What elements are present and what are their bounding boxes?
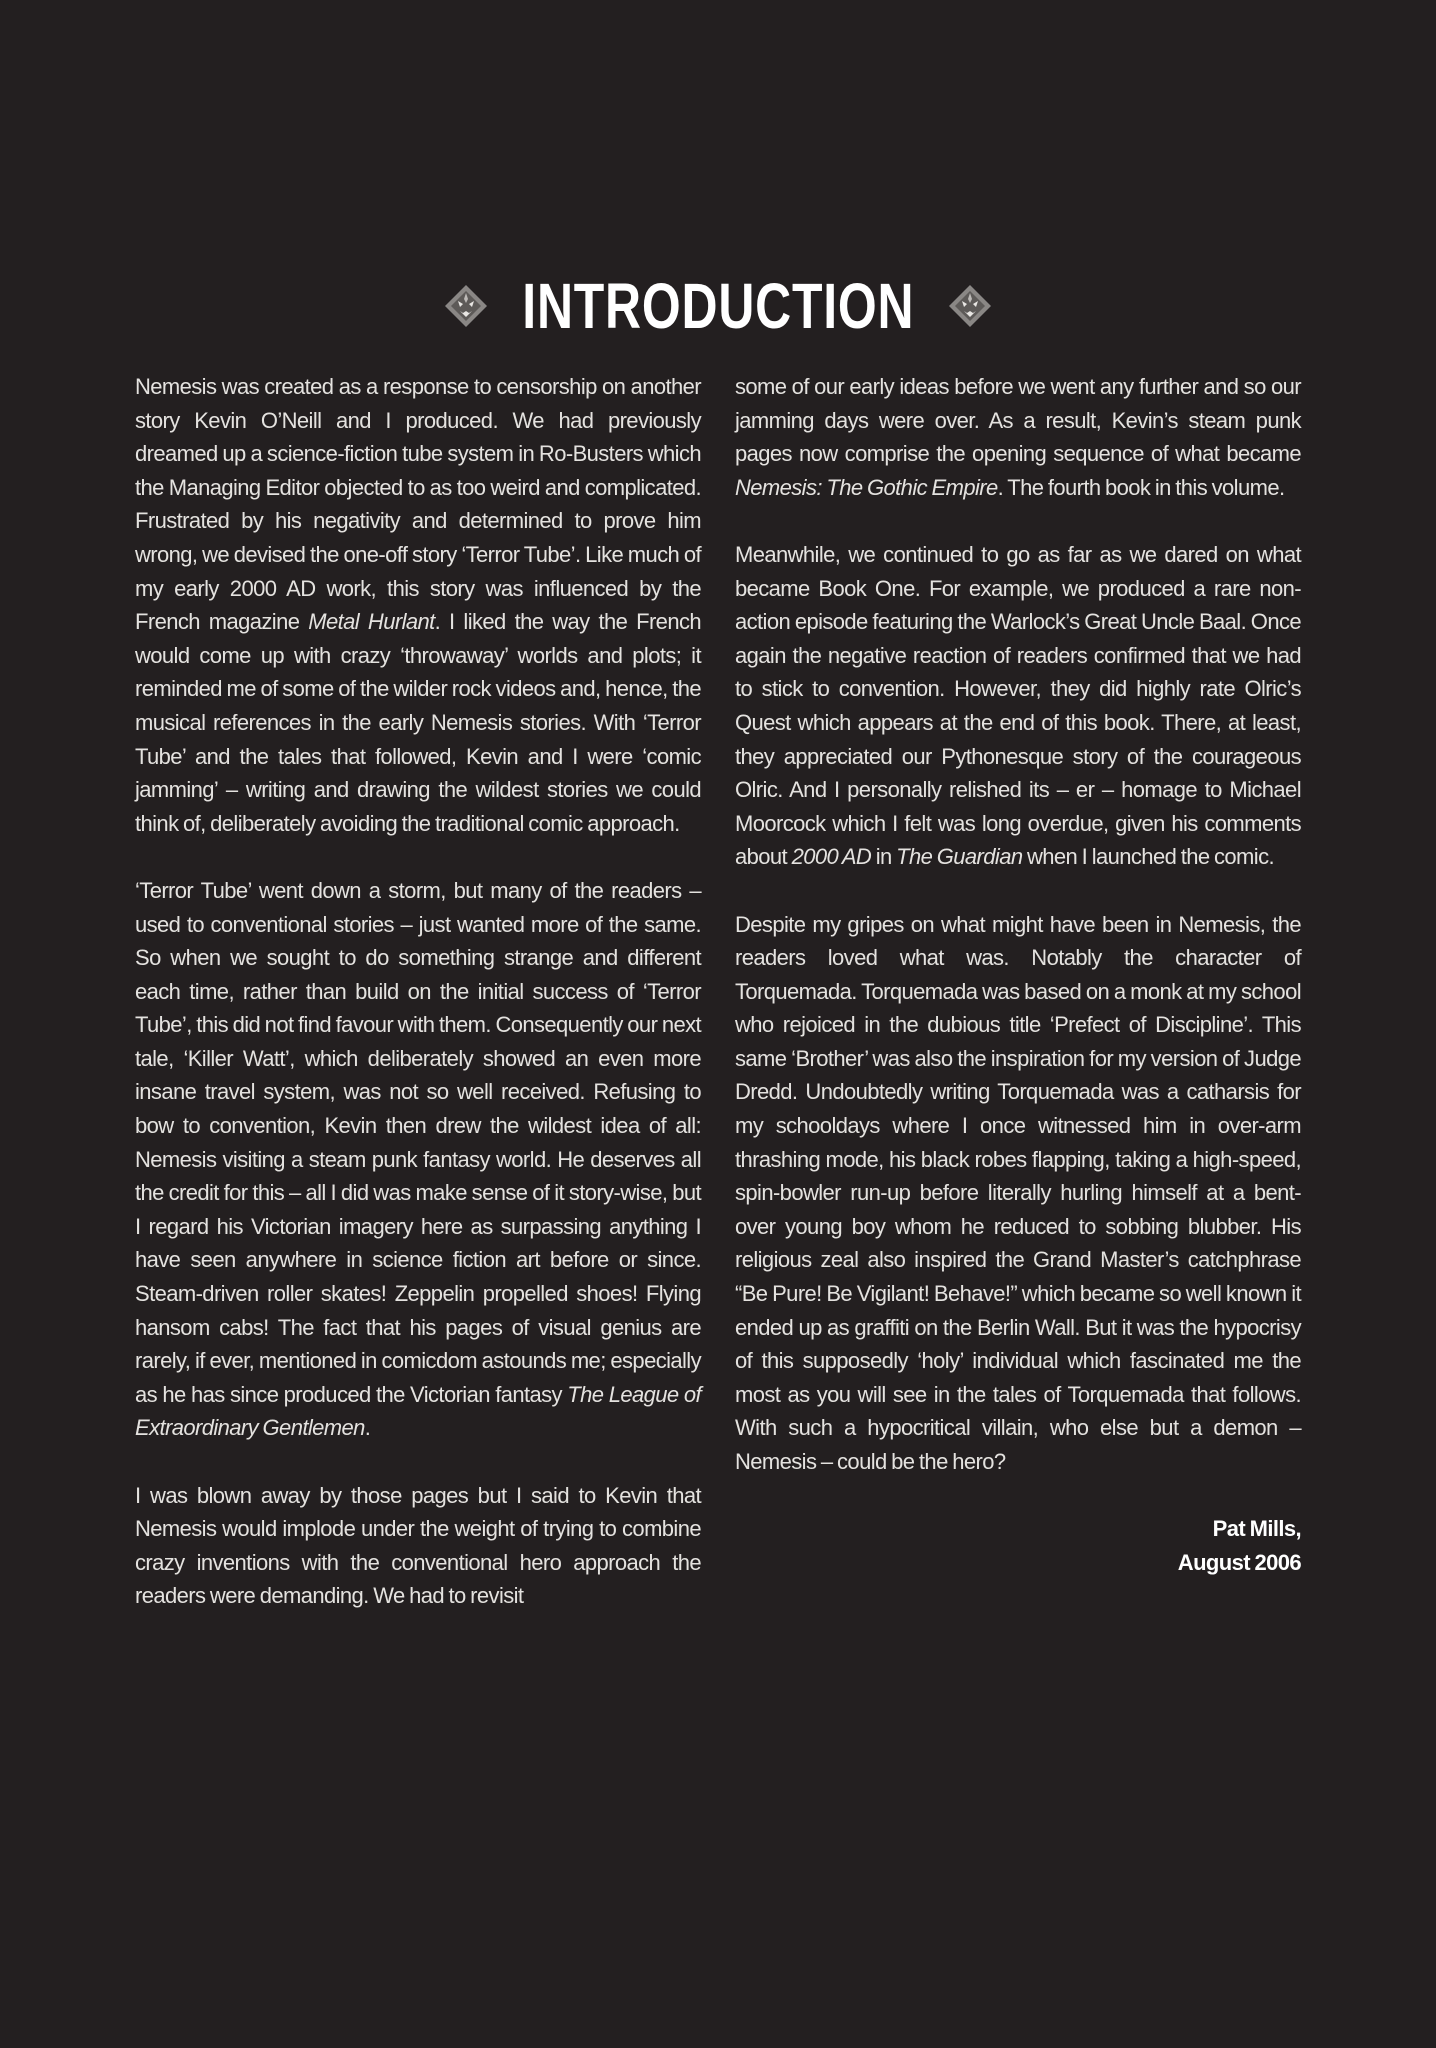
signature xyxy=(735,1512,1301,1580)
paragraph: Meanwhile, we continued to go as far as we dared on what became Book One. For example, we produced a rare non-action episode featuring the Warlock’s Great Uncle Baal. Once again the negative reaction of readers confirmed that we had to stick to convention. However, they did highly rate Olric’s Quest which appears at the end of this book. There, at least, they appreciated our Pythonesque story of the courageous Olric. And I personally relished its – er – homage to Michael Moorcock which I felt was long overdue, given his comments about 2000 AD in The Guardian when I launched the comic. xyxy=(735,541,1301,870)
page-title: INTRODUCTION xyxy=(521,270,915,342)
right-text-column xyxy=(735,370,1301,1580)
paragraph: some of our early ideas before we went any further and so our jamming days were over. As a result, Kevin’s steam punk pages now comprise the opening sequence of what became Nemesis: The Gothic Empire. The fourth book in this volume. xyxy=(735,374,1301,500)
nemesis-head-emblem-icon xyxy=(443,283,489,329)
nemesis-head-emblem-icon xyxy=(947,283,993,329)
paragraph: Despite my gripes on what might have been in Nemesis, the readers loved what was. Notably the character of Torquemada. Torquemada was based on a monk at my school who rejoiced in the dubious title ‘Prefect of Discipline’. This same ‘Brother’ was also the inspiration for my version of Judge Dredd. Undoubtedly writing Torquemada was a catharsis for my schooldays where I once witnessed him in over-arm thrashing mode, his black robes flapping, taking a high-speed, spin-bowler run-up before literally hurling himself at a bent-over young boy whom he reduced to sobbing blubber. His religious zeal also inspired the Grand Master’s catchphrase “Be Pure! Be Vigilant! Behave!” which became so well known it ended up as graffiti on the Berlin Wall. But it was the hypocrisy of this supposedly ‘holy’ individual which fascinated me the most as you will see in the tales of Torquemada that follows. With such a hypocritical villain, who else but a demon – Nemesis – could be the hero? xyxy=(735,911,1301,1474)
paragraph: Nemesis was created as a response to censorship on another story Kevin O’Neill and I produced. We had previously dreamed up a science-fiction tube system in Ro-Busters which the Managing Editor objected to as too weird and complicated. Frustrated by his negativity and determined to prove him wrong, we devised the one-off story ‘Terror Tube’. Like much of my early 2000 AD work, this story was influenced by the French magazine Metal Hurlant. I liked the way the French would come up with crazy ‘throwaway’ worlds and plots; it reminded me of some of the wilder rock videos and, hence, the musical references in the early Nemesis stories. With ‘Terror Tube’ and the tales that followed, Kevin and I were ‘comic jamming’ – writing and drawing the wildest stories we could think of, deliberately avoiding the traditional comic approach. xyxy=(135,374,701,836)
signature-date: August 2006 xyxy=(1177,1550,1301,1576)
paragraph: ‘Terror Tube’ went down a storm, but many of the readers – used to conventional stories – just wanted more of the same. So when we sought to do something strange and different each time, rather than build on the initial success of ‘Terror Tube’, this did not find favour with them. Consequently our next tale, ‘Killer Watt’, which deliberately showed an even more insane travel system, was not so well received. Refusing to bow to convention, Kevin then drew the wildest idea of all: Nemesis visiting a steam punk fantasy world. He deserves all the credit for this – all I did was make sense of it story-wise, but I regard his Victorian imagery here as surpassing anything I have seen anywhere in science fiction art before or since. Steam-driven roller skates! Zeppelin propelled shoes! Flying hansom cabs! The fact that his pages of visual genius are rarely, if ever, mentioned in comicdom astounds me; especially as he has since produced the Victorian fantasy The League of Extraordinary Gentlemen. xyxy=(135,877,702,1441)
title-row xyxy=(0,266,1436,346)
paragraph: I was blown away by those pages but I said to Kevin that Nemesis would implode under the weight of trying to combine crazy inventions with the conventional hero approach the readers were demanding. We had to revisit xyxy=(135,1482,701,1609)
left-text-column xyxy=(135,370,701,1613)
author-name: Pat Mills, xyxy=(1212,1516,1301,1542)
